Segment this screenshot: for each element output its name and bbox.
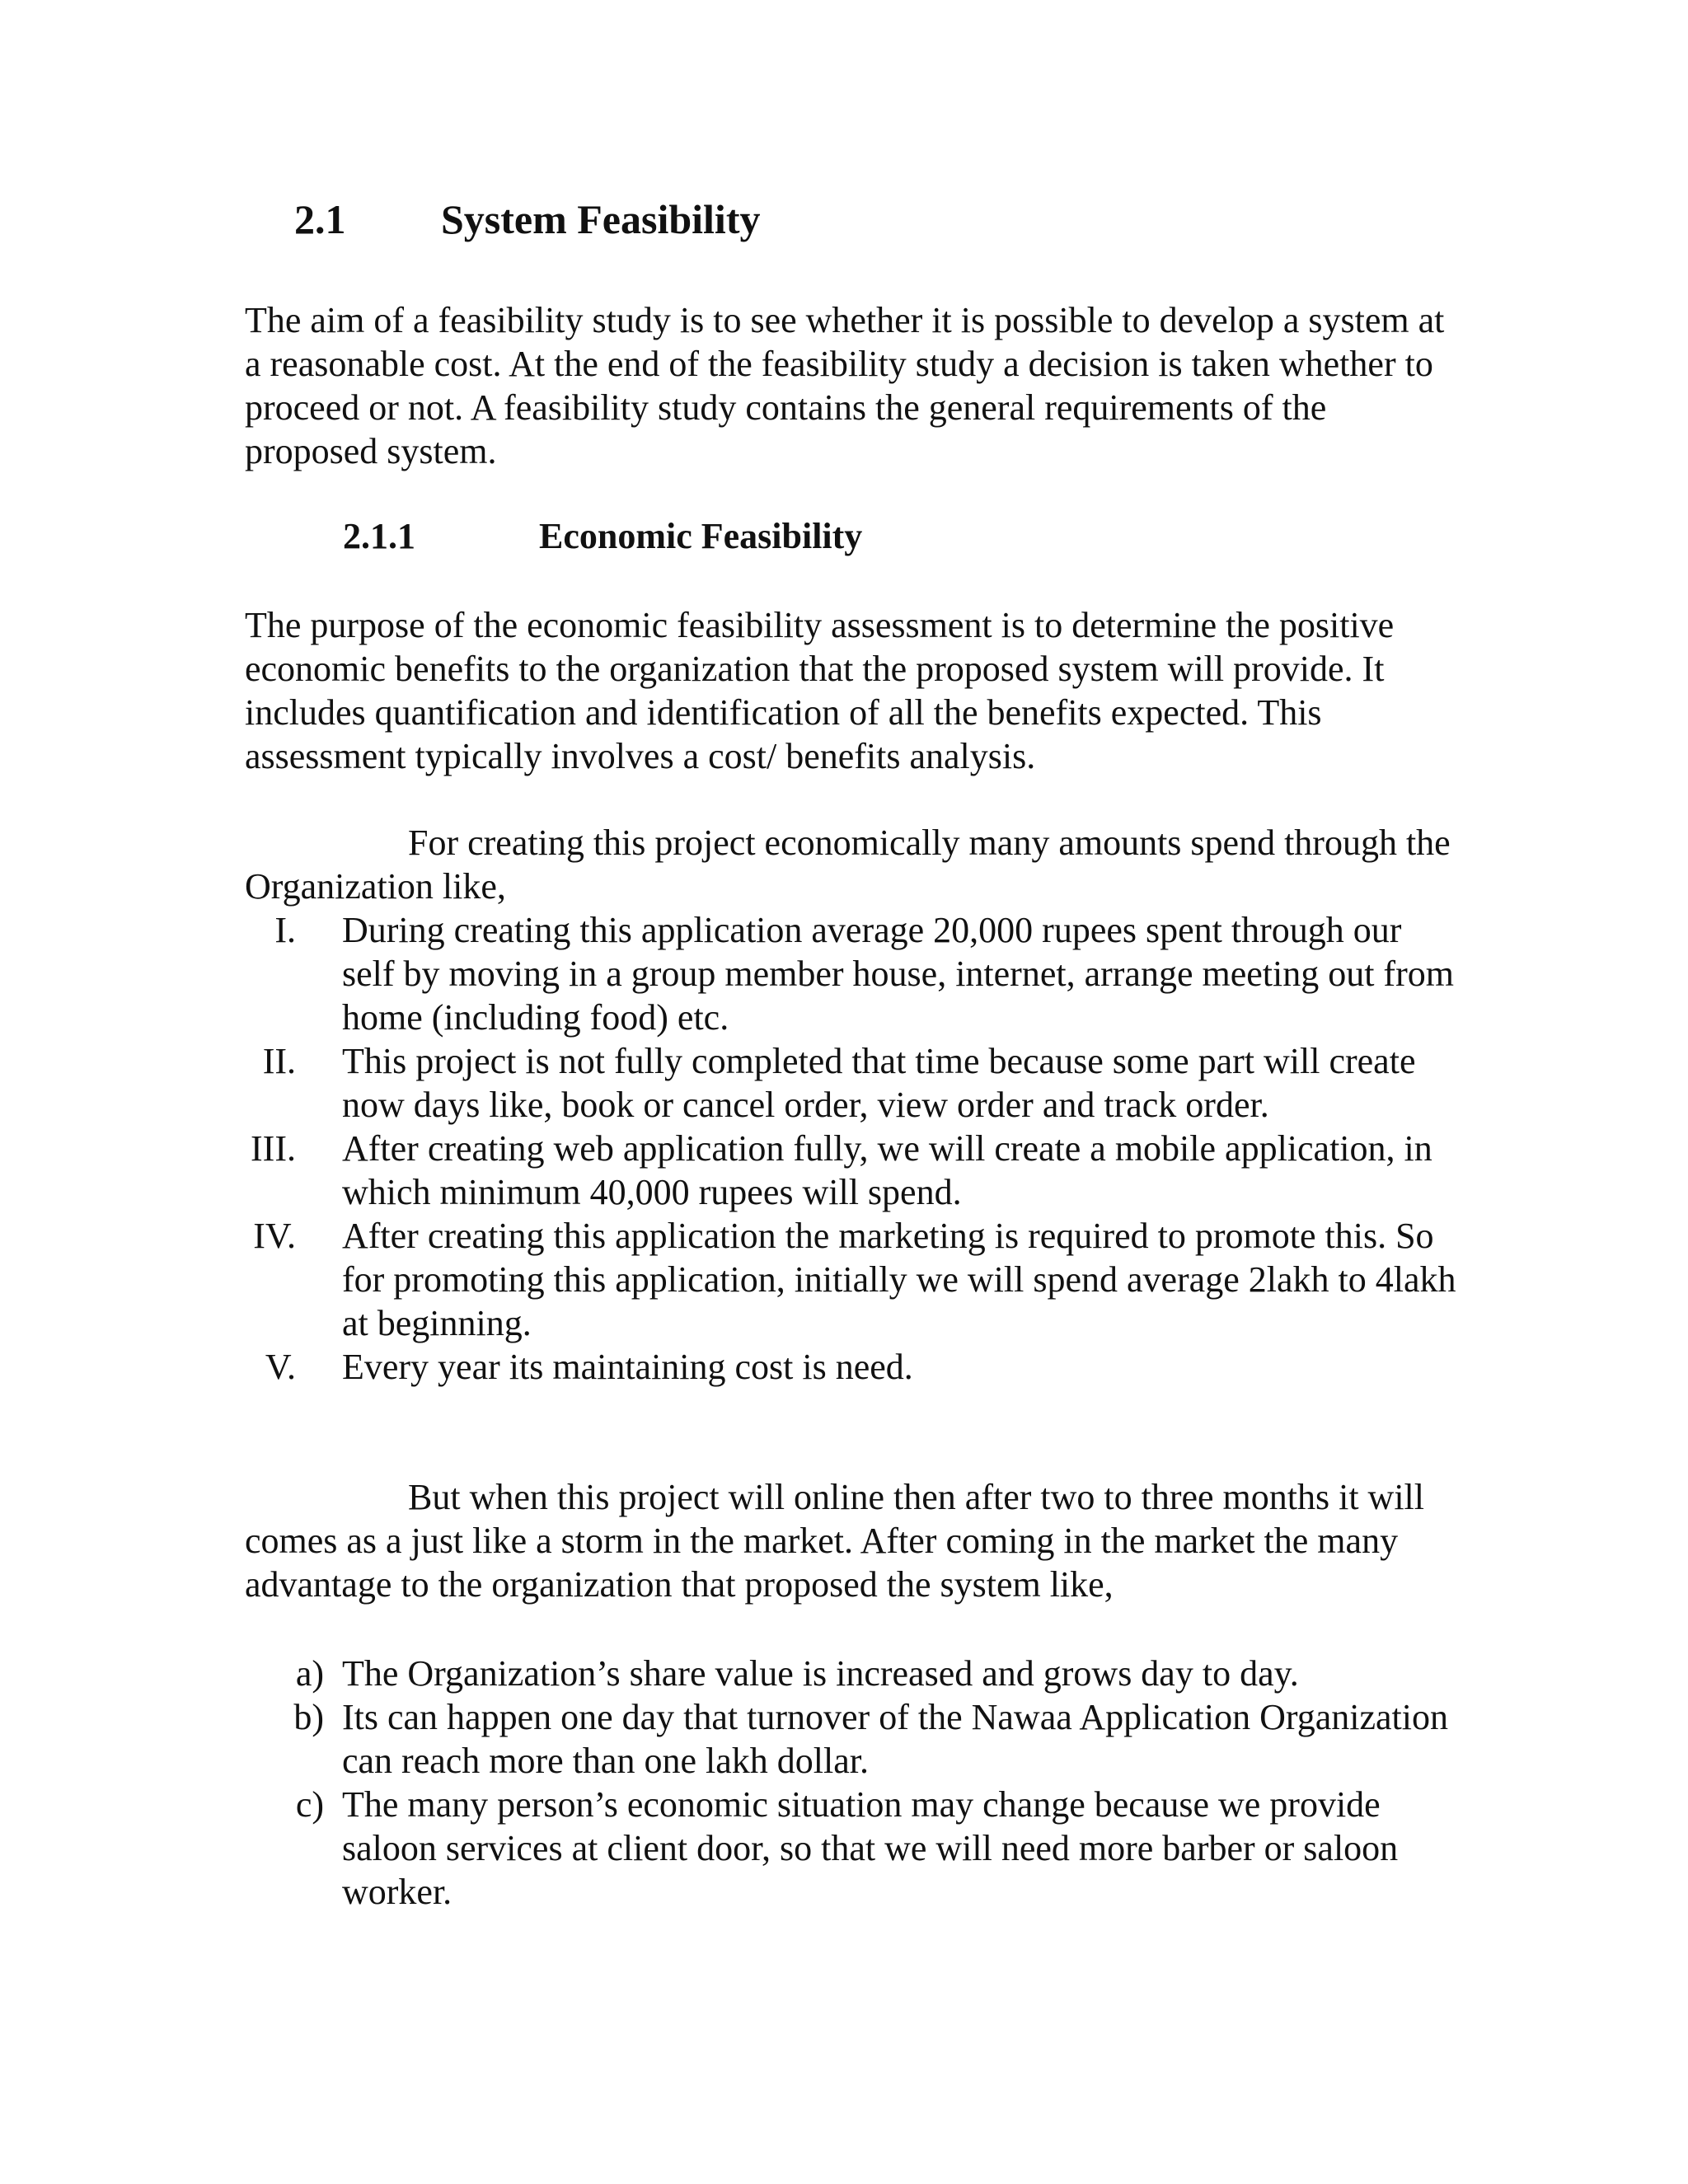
online-intro-paragraph — [245, 1475, 1531, 1606]
list-item — [245, 1214, 1531, 1345]
text-line: Its can happen one day that turnover of the Nawaa Application Organization — [342, 1697, 1448, 1737]
list-item — [245, 1039, 1531, 1127]
text-line: This project is not fully completed that time because some part will create — [342, 1041, 1416, 1081]
text-line: For creating this project economically many amounts spend through the — [408, 823, 1451, 863]
text-line: After creating web application fully, we will create a mobile application, in — [342, 1128, 1432, 1169]
section-number: 2.1 — [294, 196, 346, 242]
section-heading — [294, 194, 760, 244]
list-marker: I. — [274, 910, 296, 950]
text-line: But when this project will online then after two to three months it will — [408, 1477, 1425, 1517]
spending-intro-paragraph — [245, 821, 1531, 908]
text-line: The Organization’s share value is increased and grows day to day. — [342, 1653, 1299, 1694]
intro-paragraph — [245, 298, 1531, 473]
text-line: proceed or not. A feasibility study contains the general requirements of the — [245, 387, 1327, 428]
text-line: can reach more than one lakh dollar. — [342, 1741, 869, 1781]
text-line: Organization like, — [245, 866, 506, 907]
list-marker: II. — [262, 1041, 296, 1081]
spending-list — [245, 908, 1531, 1389]
advantage-list — [245, 1652, 1531, 1914]
text-line: After creating this application the marketing is required to promote this. So — [342, 1216, 1434, 1256]
purpose-paragraph — [245, 603, 1531, 778]
text-line: home (including food) etc. — [342, 997, 729, 1038]
text-line: for promoting this application, initially we will spend average 2lakh to 4lakh — [342, 1259, 1456, 1300]
list-marker: III. — [251, 1128, 296, 1169]
text-line: The aim of a feasibility study is to see whether it is possible to develop a system at — [245, 300, 1445, 340]
text-line: at beginning. — [342, 1303, 532, 1343]
text-line: Every year its maintaining cost is need. — [342, 1347, 913, 1387]
list-item — [245, 908, 1531, 1039]
list-marker: IV. — [253, 1216, 296, 1256]
text-line: a reasonable cost. At the end of the feasibility study a decision is taken whether to — [245, 344, 1433, 384]
text-line: now days like, book or cancel order, view order and track order. — [342, 1085, 1269, 1125]
list-marker: a) — [295, 1653, 324, 1694]
list-item — [245, 1652, 1531, 1695]
text-line: assessment typically involves a cost/ benefits analysis. — [245, 736, 1036, 776]
list-item — [245, 1127, 1531, 1214]
text-line: which minimum 40,000 rupees will spend. — [342, 1172, 962, 1212]
section-title: System Feasibility — [441, 196, 761, 242]
text-line: The purpose of the economic feasibility assessment is to determine the positive — [245, 605, 1395, 645]
text-line: self by moving in a group member house, internet, arrange meeting out from — [342, 954, 1454, 994]
text-line: proposed system. — [245, 431, 497, 471]
list-item — [245, 1695, 1531, 1783]
text-line: advantage to the organization that proposed the system like, — [245, 1564, 1114, 1605]
text-line: The many person’s economic situation may change because we provide — [342, 1784, 1381, 1825]
list-marker: b) — [293, 1697, 324, 1737]
text-line: During creating this application average 20,000 rupees spent through our — [342, 910, 1402, 950]
list-item — [245, 1783, 1531, 1914]
text-line: saloon services at client door, so that we will need more barber or saloon — [342, 1828, 1399, 1868]
list-item — [245, 1345, 1531, 1389]
text-line: economic benefits to the organization that the proposed system will provide. It — [245, 649, 1385, 689]
text-line: includes quantification and identification of all the benefits expected. This — [245, 692, 1322, 733]
text-line: comes as a just like a storm in the market. After coming in the market the many — [245, 1521, 1399, 1561]
list-marker: V. — [265, 1347, 296, 1387]
subsection-number: 2.1.1 — [343, 516, 415, 556]
subsection-heading — [343, 514, 862, 559]
subsection-title: Economic Feasibility — [539, 516, 863, 556]
text-line: worker. — [342, 1872, 452, 1912]
list-marker: c) — [295, 1784, 324, 1825]
